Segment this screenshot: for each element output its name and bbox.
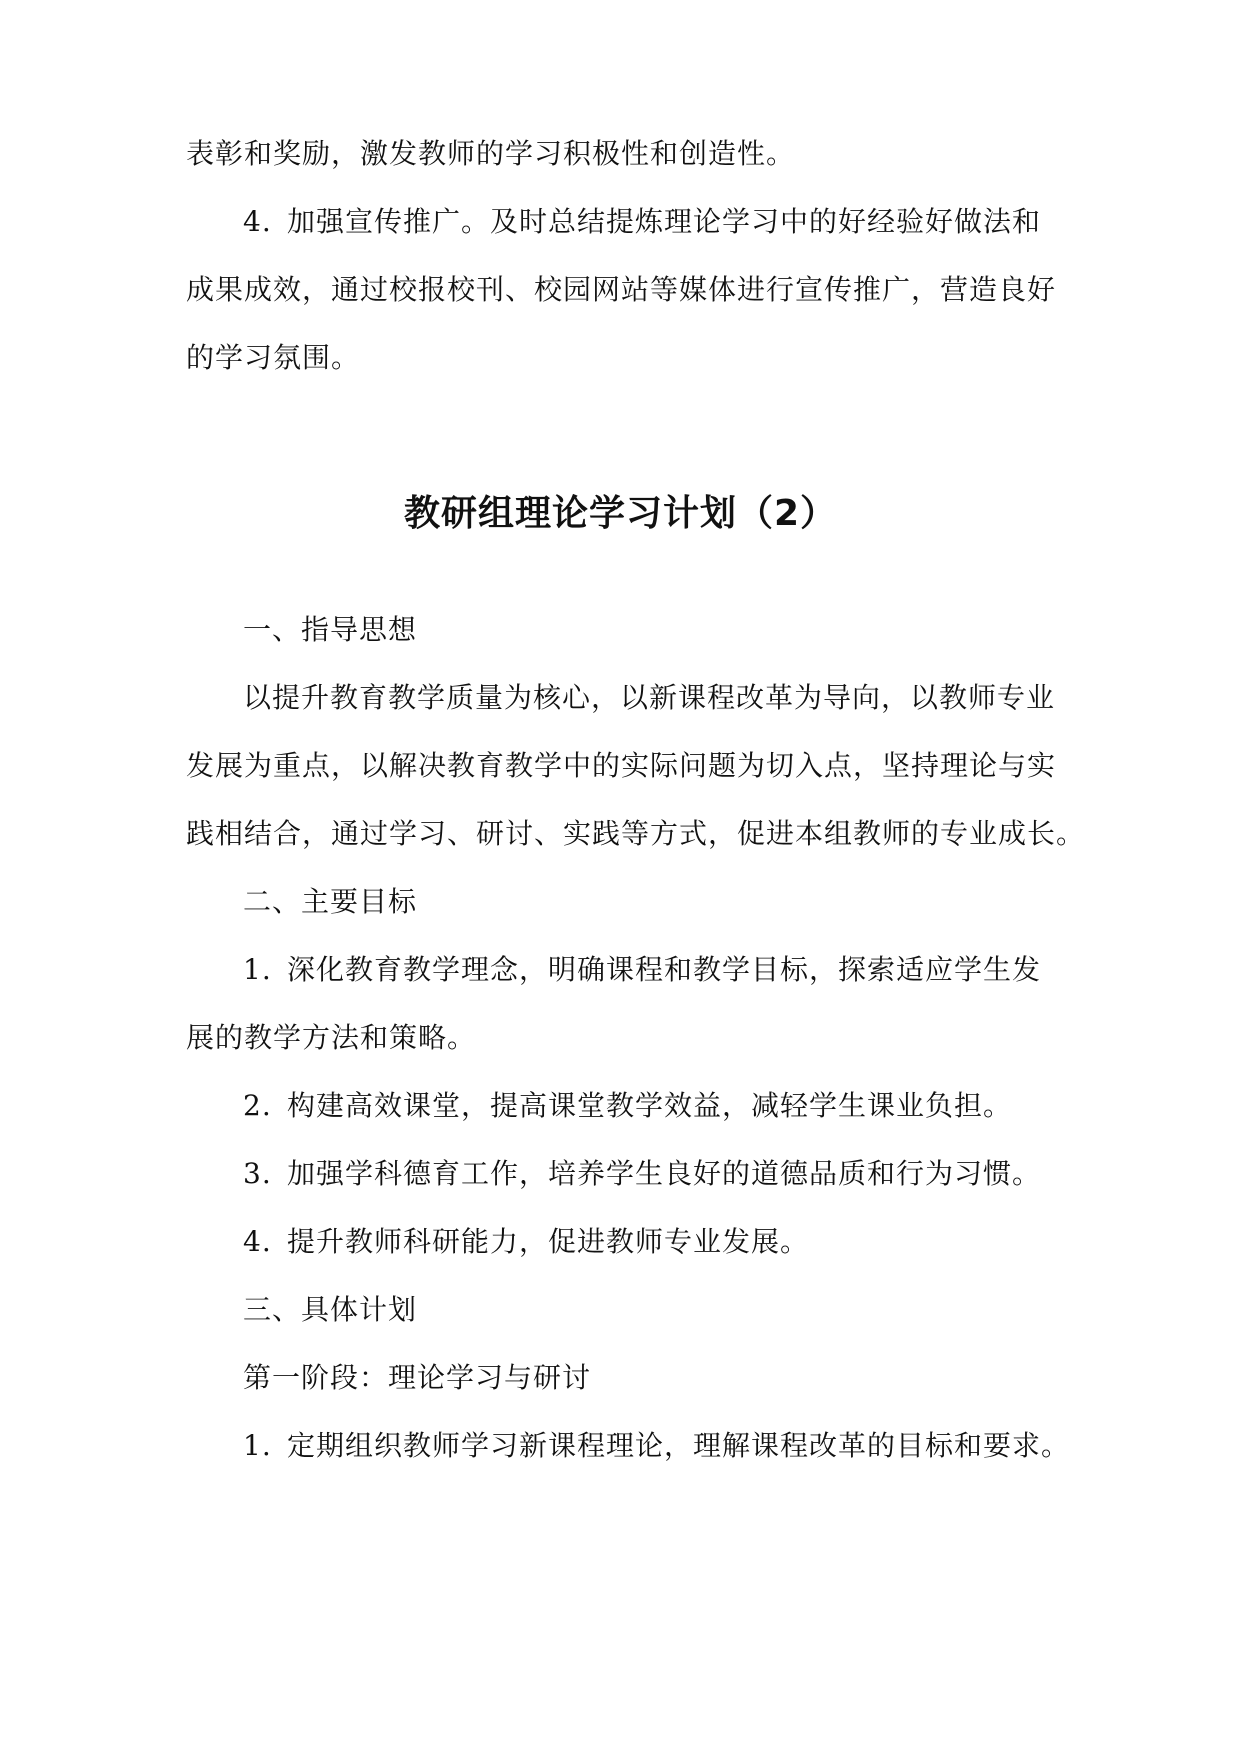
list-item-text: 加强学科德育工作，培养学生良好的道德品质和行为习惯。 [287, 1157, 1042, 1190]
list-item-text: 定期组织教师学习新课程理论，理解课程改革的目标和要求。 [287, 1429, 1071, 1462]
page-title: 教研组理论学习计划（2） [403, 493, 838, 534]
list-number: 3. [243, 1157, 272, 1190]
list-number: 1. [243, 953, 272, 986]
subsection-heading: 第一阶段：理论学习与研讨 [243, 1361, 592, 1394]
paragraph-line: 展的教学方法和策略。 [186, 1021, 477, 1054]
list-item-text: 构建高效课堂，提高课堂教学效益，减轻学生课业负担。 [287, 1089, 1013, 1122]
list-item [243, 1154, 1041, 1194]
list-item [243, 950, 1041, 990]
list-number: 2. [243, 1089, 272, 1122]
section-heading: 一、指导思想 [243, 613, 418, 646]
list-number: 4. [243, 205, 272, 238]
list-item-text: 提升教师科研能力，促进教师专业发展。 [287, 1225, 810, 1258]
section-heading: 二、主要目标 [243, 885, 418, 918]
list-item-4-line [243, 202, 1041, 242]
list-item-text: 深化教育教学理念，明确课程和教学目标，探索适应学生发 [287, 953, 1042, 986]
paragraph-line: 以提升教育教学质量为核心，以新课程改革为导向，以教师专业 [243, 681, 1056, 714]
paragraph-line: 发展为重点，以解决教育教学中的实际问题为切入点，坚持理论与实 [186, 749, 1057, 782]
list-item [243, 1426, 1070, 1466]
paragraph-line: 成果成效，通过校报校刊、校园网站等媒体进行宣传推广，营造良好 [186, 273, 1057, 306]
list-item-text: 加强宣传推广。及时总结提炼理论学习中的好经验好做法和 [287, 205, 1042, 238]
paragraph-line: 表彰和奖励，激发教师的学习积极性和创造性。 [186, 137, 796, 170]
list-number: 4. [243, 1225, 272, 1258]
paragraph-line: 的学习氛围。 [186, 341, 361, 374]
list-item [243, 1086, 1012, 1126]
list-number: 1. [243, 1429, 272, 1462]
paragraph-line: 践相结合，通过学习、研讨、实践等方式，促进本组教师的专业成长。 [186, 817, 1086, 850]
list-item [243, 1222, 809, 1262]
section-heading: 三、具体计划 [243, 1293, 418, 1326]
